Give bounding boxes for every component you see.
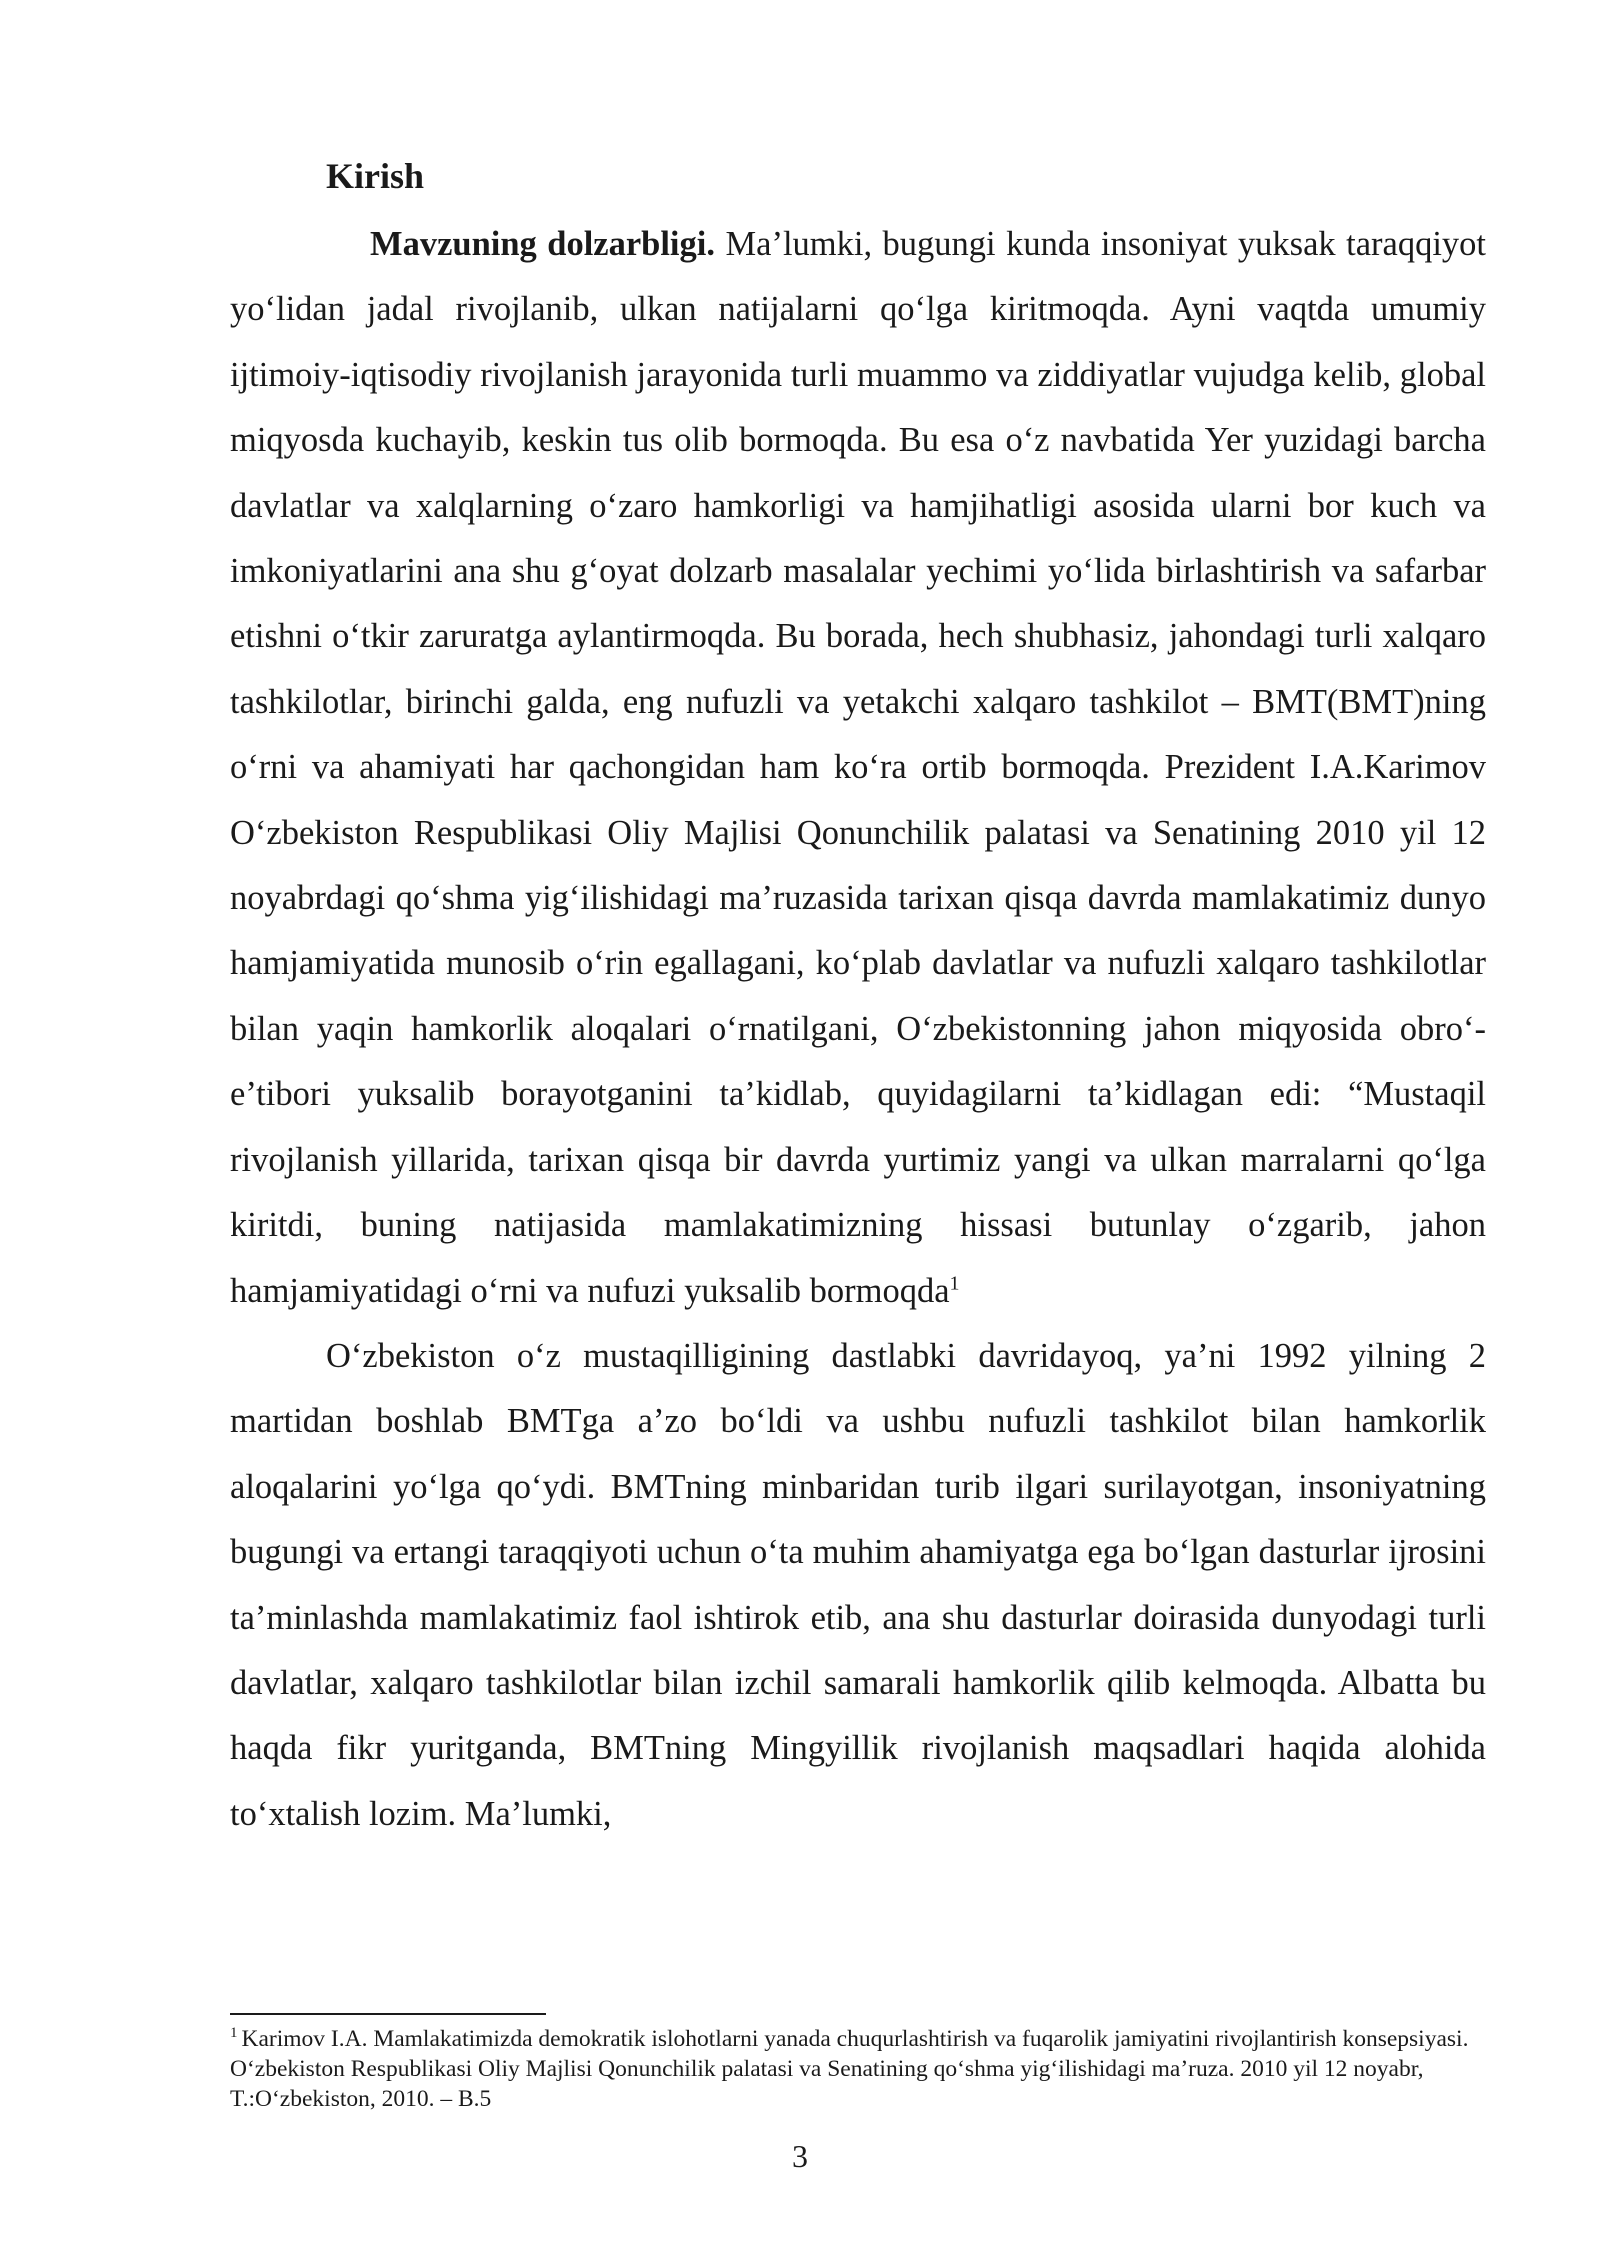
footnote-marker: 1 bbox=[230, 2025, 238, 2042]
footnote bbox=[230, 2024, 1486, 2114]
paragraph-text: Ma’lumki, bugungi kunda insoniyat yuksak taraqqiyot yo‘lidan jadal rivojlanib, ulkan natijalarni qo‘lga kiritmoqda. Ayni vaqtda umumiy ijtimoiy-iqtisodiy rivojlanish jarayonida turli muammo va ziddiyatlar vujudga kelib, global miqyosda kuchayib, keskin tus olib bormoqda. Bu esa o‘z navbatida Yer yuzidagi barcha davlatlar va xalqlarning o‘zaro hamkorligi va hamjihatligi asosida ularni bor kuch va imkoniyatlarini ana shu g‘oyat dolzarb masalalar yechimi yo‘lida birlashtirish va safarbar etishni o‘tkir zaruratga aylantirmoqda. Bu borada, hech shubhasiz, jahondagi turli xalqaro tashkilotlar, birinchi galda, eng nufuzli va yetakchi xalqaro tashkilot – BMT(BMT)ning o‘rni va ahamiyati har qachongidan ham ko‘ra ortib bormoqda. Prezident I.A.Karimov O‘zbekiston Respublikasi Oliy Majlisi Qonunchilik palatasi va Senatining 2010 yil 12 noyabrdagi qo‘shma yig‘ilishidagi ma’ruzasida tarixan qisqa davrda mamlakatimiz dunyo hamjamiyatida munosib o‘rin egallagani, ko‘plab davlatlar va nufuzli xalqaro tashkilotlar bilan yaqin hamkorlik aloqalari o‘rnatilgani, O‘zbekistonning jahon miqyosida obro‘-e’tibori yuksalib borayotganini ta’kidlab, quyidagilarni ta’kidlagan edi: “Mustaqil rivojlanish yillarida, tarixan qisqa bir davrda yurtimiz yangi va ulkan marralarni qo‘lga kiritdi, buning natijasida mamlakatimizning hissasi butunlay o‘zgarib, jahon hamjamiyatidagi o‘rni va nufuzi yuksalib bormoqda bbox=[230, 225, 1486, 1310]
footnote-text: Karimov I.A. Mamlakatimizda demokratik islohotlarni yanada chuqurlashtirish va fuqarolik jamiyatini rivojlantirish konsepsiyasi. O‘zbekiston Respublikasi Oliy Majlisi Qonunchilik palatasi va Senatining qo‘shma yig‘ilishidagi ma’ruza. 2010 yil 12 noyabr, T.:O‘zbekiston, 2010. – B.5 bbox=[230, 2026, 1469, 2112]
paragraph-text: O‘zbekiston o‘z mustaqilligining dastlabki davridayoq, ya’ni 1992 yilning 2 martidan boshlab BMTga a’zo bo‘ldi va ushbu nufuzli tashkilot bilan hamkorlik aloqalarini yo‘lga qo‘ydi. BMTning minbaridan turib ilgari surilayotgan, insoniyatning bugungi va ertangi taraqqiyoti uchun o‘ta muhim ahamiyatga ega bo‘lgan dasturlar ijrosini ta’minlashda mamlakatimiz faol ishtirok etib, ana shu dasturlar doirasida dunyodagi turli davlatlar, xalqaro tashkilotlar bilan izchil samarali hamkorlik qilib kelmoqda. Albatta bu haqda fikr yuritganda, BMTning Mingyillik rivojlanish maqsadlari haqida alohida to‘xtalish lozim. Ma’lumki, bbox=[230, 1336, 1486, 1833]
body-content bbox=[230, 148, 1486, 1847]
footnote-reference[interactable]: 1 bbox=[949, 1272, 960, 1294]
page-number: 3 bbox=[792, 2138, 808, 2174]
section-heading: Kirish bbox=[326, 156, 425, 196]
paragraph-2 bbox=[230, 1324, 1486, 1847]
paragraph-lead: Mavzuning dolzarbligi. bbox=[370, 225, 715, 263]
paragraph-1 bbox=[230, 212, 1486, 1324]
footnote-separator bbox=[230, 2013, 546, 2015]
